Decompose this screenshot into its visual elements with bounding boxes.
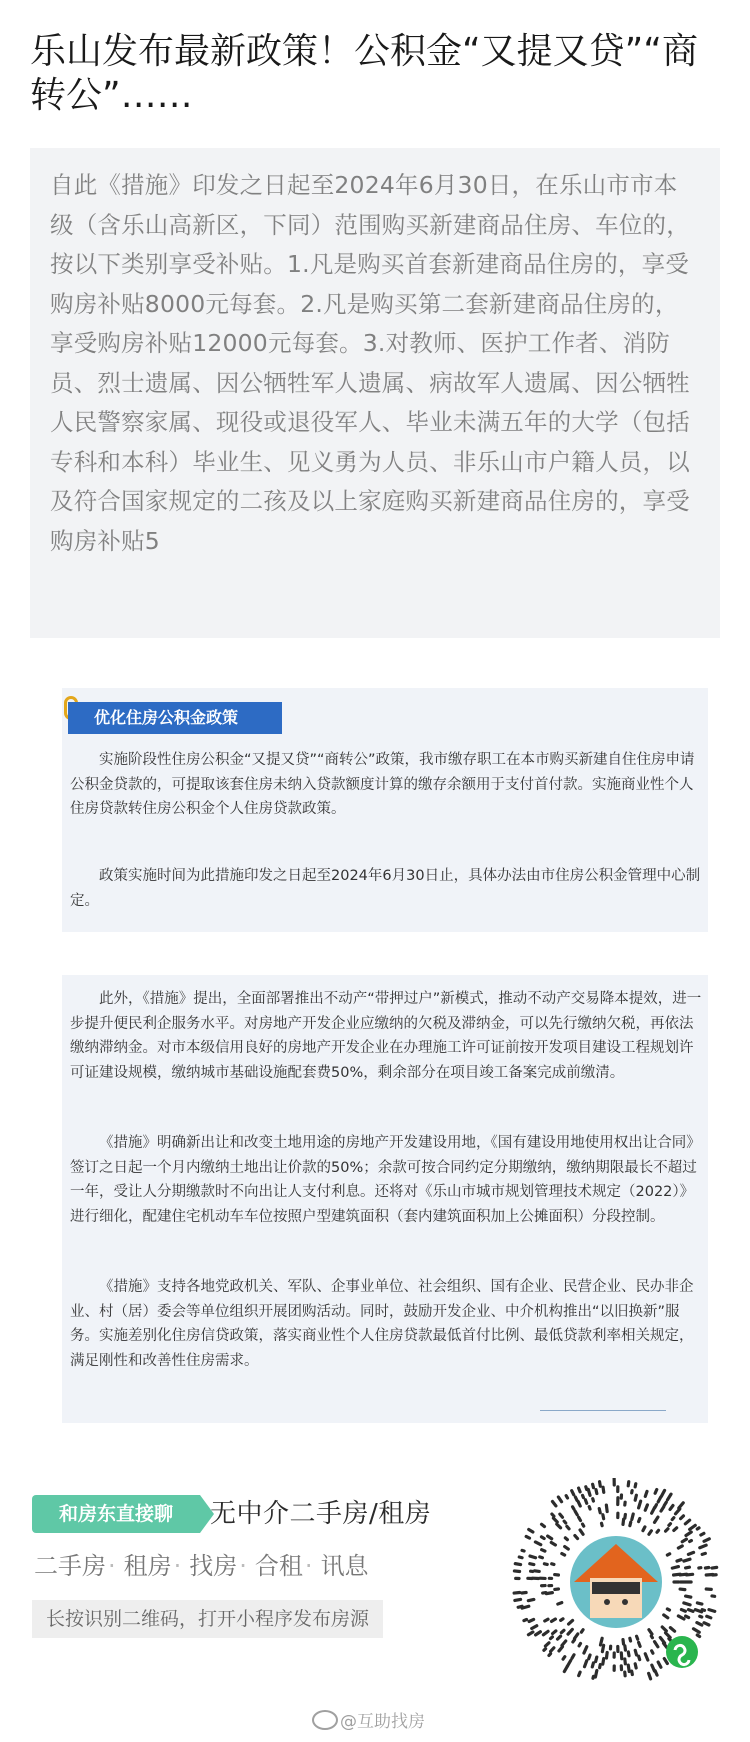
qr-dot	[529, 1529, 533, 1531]
ad-instruction: 长按识别二维码，打开小程序发布房源	[32, 1600, 383, 1638]
qr-dot	[628, 1652, 629, 1656]
qr-dot	[625, 1646, 626, 1650]
qr-dot	[678, 1616, 684, 1619]
qr-dot	[667, 1609, 669, 1610]
qr-dot	[552, 1564, 554, 1565]
qr-dot	[563, 1657, 565, 1660]
qr-dot	[652, 1651, 653, 1653]
qr-dot	[572, 1655, 574, 1659]
qr-dot	[664, 1502, 666, 1505]
qr-dot	[639, 1642, 640, 1646]
qr-dot	[623, 1640, 624, 1644]
qr-dot	[666, 1633, 671, 1638]
qr-dot	[567, 1526, 569, 1528]
qr-dot	[606, 1505, 607, 1511]
qr-dot	[649, 1630, 652, 1634]
qr-dot	[679, 1503, 683, 1508]
tag-separator: ·	[239, 1552, 247, 1580]
qr-dot	[600, 1482, 601, 1487]
qr-dot	[635, 1484, 636, 1487]
qr-dot	[579, 1488, 581, 1492]
qr-dot	[560, 1514, 563, 1517]
qr-dot	[522, 1550, 524, 1551]
qr-dot	[697, 1603, 702, 1604]
qr-dot	[700, 1545, 706, 1548]
qr-dot	[536, 1632, 541, 1635]
qr-dot	[544, 1564, 547, 1565]
qr-dot	[635, 1495, 636, 1500]
qr-dot	[625, 1659, 626, 1664]
ad-tag: 合租	[254, 1552, 303, 1580]
qr-dot	[668, 1494, 672, 1500]
qr-dot	[639, 1518, 640, 1521]
qr-dot	[637, 1636, 638, 1639]
qr-dot	[542, 1550, 545, 1551]
weibo-watermark	[312, 1710, 425, 1734]
qr-dot	[649, 1673, 651, 1678]
qr-dot	[543, 1631, 548, 1634]
qr-dot	[666, 1529, 668, 1531]
qr-dot	[664, 1643, 667, 1647]
qr-dot	[603, 1659, 604, 1665]
qr-dot	[678, 1546, 682, 1548]
qr-dot	[530, 1564, 534, 1565]
summary-text: 自此《措施》印发之日起至2024年6月30日，在乐山市市本级（含乐山高新区，下同）范围购买新建商品住房、车位的，按以下类别享受补贴。1.凡是购买首套新建商品住房的，享受购房补贴8000元每套。2.凡是购买第二套新建商品住房的，享受购房补贴12000元每套。3.对教师、医护工作者、消防员、烈士遗属、因公牺牲军人遗属、病故军人遗属、因公牺牲人民警察家属、现役或退役军人、毕业未满五年的大学（包括专科和本科）毕业生、见义勇为人员、非乐山市户籍人员，以及符合国家规定的二孩及以上家庭购买新建商品住房的，享受购房补贴5	[50, 171, 690, 555]
policy-paragraph: 此外，《措施》提出，全面部署推出不动产“带押过户”新模式，推动不动产交易降本提效，进一步提升便民利企服务水平。对房地产开发企业应缴纳的欠税及滞纳金，可以先行缴纳欠税，再依法缴纳滞纳金。对市本级信用良好的房地产开发企业在办理施工许可证前按开发项目建设工程规划许可证建设规模，缴纳城市基础设施配套费50%，剩余部分在项目竣工备案完成前缴清。	[70, 991, 702, 1081]
tag-separator: ·	[304, 1552, 313, 1580]
qr-dot	[579, 1517, 581, 1520]
qr-dot	[602, 1645, 603, 1651]
policy-image-2[interactable]	[62, 975, 708, 1423]
qr-dot	[551, 1542, 555, 1545]
weibo-logo-icon	[312, 1710, 338, 1730]
qr-dot	[596, 1657, 597, 1661]
qr-dot	[701, 1533, 704, 1535]
qr-dot	[600, 1638, 602, 1645]
qr-dot	[684, 1559, 690, 1561]
qr-dot	[552, 1502, 555, 1506]
qr-dot	[540, 1557, 543, 1558]
qr-dot	[643, 1527, 645, 1531]
qr-dot	[669, 1524, 671, 1526]
ad-tag: 租房	[123, 1552, 172, 1580]
qr-dot	[655, 1505, 656, 1508]
eye-icon	[622, 1599, 628, 1605]
qr-dot	[702, 1553, 705, 1554]
qr-dot	[645, 1505, 647, 1510]
ad-chip: 和房东直接聊	[32, 1495, 200, 1533]
qr-dot	[684, 1603, 690, 1605]
qr-dot	[645, 1491, 647, 1496]
qr-dot	[573, 1507, 574, 1509]
qr-dot	[599, 1509, 600, 1513]
qr-dot	[528, 1632, 532, 1635]
qr-dot	[551, 1637, 553, 1639]
qr-dot	[575, 1536, 578, 1539]
qr-dot	[655, 1671, 657, 1675]
qr-dot	[600, 1665, 601, 1668]
qr-dot	[628, 1665, 629, 1671]
qr-dot	[649, 1531, 651, 1535]
qr-dot	[688, 1610, 693, 1612]
qr-dot	[588, 1489, 590, 1495]
qr-dot	[655, 1490, 657, 1494]
qr-dot	[561, 1619, 563, 1621]
qr-dot	[685, 1520, 689, 1524]
qr-dot	[681, 1610, 685, 1612]
qr-dot	[519, 1557, 522, 1558]
qr-dot	[565, 1547, 569, 1549]
qr-dot	[561, 1630, 564, 1632]
qr-dot	[541, 1537, 544, 1539]
qr-dot	[585, 1500, 586, 1503]
qr-dot	[549, 1654, 551, 1656]
qr-dot	[544, 1649, 546, 1651]
qr-dot	[697, 1623, 702, 1625]
ad-tag-list	[34, 1548, 369, 1584]
qr-dot	[592, 1663, 593, 1667]
house-hair-icon	[592, 1582, 640, 1594]
qr-dot	[702, 1610, 704, 1611]
miniprogram-qr-code[interactable]	[512, 1478, 720, 1686]
qr-dot	[515, 1599, 521, 1600]
qr-dot	[564, 1666, 567, 1672]
qr-dot	[535, 1542, 540, 1545]
qr-dot	[677, 1560, 681, 1561]
section-tag: 优化住房公积金政策	[68, 702, 282, 734]
qr-dot	[603, 1487, 604, 1492]
qr-dot	[705, 1567, 708, 1568]
qr-dot	[602, 1523, 603, 1525]
qr-dot	[667, 1554, 669, 1555]
qr-dot	[593, 1499, 594, 1501]
qr-dot	[639, 1656, 640, 1660]
qr-dot	[595, 1670, 596, 1677]
qr-dot	[565, 1538, 567, 1540]
qr-dot	[552, 1514, 554, 1516]
policy-paragraph: 政策实施时间为此措施印发之日起至2024年6月30日止，具体办法由市住房公积金管理中心制定。	[70, 868, 701, 909]
qr-dot	[515, 1564, 520, 1565]
qr-dot	[596, 1490, 597, 1494]
qr-dot	[623, 1519, 624, 1524]
qr-dot	[586, 1487, 587, 1490]
qr-dot	[569, 1620, 573, 1624]
ad-tag: 讯息	[320, 1552, 369, 1580]
qr-dot	[535, 1571, 540, 1572]
qr-dot	[551, 1648, 554, 1651]
qr-dot	[658, 1662, 661, 1667]
qr-dot	[686, 1616, 689, 1617]
qr-dot	[704, 1623, 709, 1625]
policy-image-1[interactable]	[62, 688, 708, 932]
qr-dot	[672, 1518, 674, 1520]
qr-dot	[557, 1524, 561, 1528]
qr-dot	[690, 1525, 696, 1529]
qr-dot	[680, 1589, 685, 1590]
qr-dot	[585, 1661, 587, 1667]
qr-dot	[686, 1567, 690, 1568]
qr-dot	[661, 1507, 664, 1511]
qr-dot	[676, 1509, 680, 1514]
qr-dot	[687, 1574, 693, 1575]
qr-dot	[655, 1517, 658, 1522]
qr-dot	[688, 1552, 693, 1554]
qr-dot	[564, 1521, 566, 1523]
qr-dot	[542, 1524, 545, 1526]
qr-dot	[693, 1629, 699, 1632]
qr-dot	[514, 1571, 519, 1572]
ad-tag: 二手房	[34, 1552, 106, 1580]
qr-dot	[572, 1491, 574, 1495]
watermark-text: @互助找房	[340, 1712, 425, 1732]
qr-dot	[661, 1490, 664, 1496]
qr-dot	[530, 1556, 536, 1558]
qr-dot	[545, 1619, 548, 1621]
qr-dot	[566, 1496, 567, 1498]
qr-dot	[584, 1647, 587, 1653]
qr-dot	[562, 1554, 565, 1555]
qr-dot	[670, 1628, 674, 1632]
qr-dot	[589, 1655, 590, 1659]
qr-dot	[628, 1482, 629, 1486]
qr-dot	[625, 1514, 626, 1518]
tag-separator: ·	[173, 1552, 182, 1580]
policy-paragraph: 《措施》支持各地党政机关、军队、企事业单位、社会组织、国有企业、民营企业、民办非企业、村（居）委会等单位组织开展团购活动。同时，鼓励开发企业、中介机构推出“以旧换新”服务。实施差别化住房信贷政策，落实商业性个人住房贷款最低首付比例、最低贷款利率相关规定，满足刚性和改善性住房需求。	[70, 1279, 694, 1369]
qr-dot	[655, 1642, 658, 1647]
ad-headline: 无中介二手房/租房	[210, 1499, 432, 1529]
qr-dot	[674, 1528, 677, 1531]
qr-dot	[651, 1636, 652, 1638]
qr-dot	[686, 1596, 691, 1597]
qr-dot	[593, 1484, 594, 1487]
qr-dot	[529, 1619, 534, 1621]
qr-dot	[630, 1638, 631, 1641]
qr-dot	[690, 1541, 692, 1542]
ad-tag: 找房	[189, 1552, 238, 1580]
qr-dot	[583, 1524, 584, 1526]
qr-dot	[664, 1659, 667, 1664]
qr-dot	[558, 1497, 561, 1502]
qr-dot	[558, 1603, 562, 1604]
qr-dot	[639, 1501, 641, 1508]
qr-dot	[573, 1640, 575, 1642]
qr-dot	[583, 1495, 584, 1497]
qr-dot	[589, 1507, 590, 1509]
qr-dot	[548, 1536, 552, 1539]
qr-dot	[681, 1516, 684, 1519]
qr-dot	[552, 1619, 556, 1621]
qr-dot	[632, 1671, 633, 1674]
qr-dot	[581, 1630, 583, 1632]
qr-dot	[578, 1502, 580, 1506]
qr-dot	[575, 1511, 577, 1515]
qr-dot	[697, 1635, 699, 1637]
eye-icon	[604, 1599, 610, 1605]
qr-dot	[662, 1627, 666, 1631]
qr-dot	[559, 1647, 562, 1651]
qr-dot	[645, 1654, 648, 1660]
qr-dot	[664, 1615, 668, 1618]
qr-dot	[606, 1652, 607, 1658]
qr-dot	[603, 1515, 604, 1519]
qr-dot	[658, 1497, 661, 1502]
qr-dot	[670, 1505, 673, 1509]
qr-dot	[704, 1539, 709, 1541]
qr-dot	[558, 1636, 561, 1639]
qr-dot	[553, 1631, 556, 1634]
qr-dot	[630, 1522, 631, 1526]
qr-dot	[575, 1497, 577, 1500]
qr-dot	[682, 1539, 686, 1542]
qr-dot	[657, 1530, 659, 1532]
divider	[540, 1410, 666, 1411]
qr-dot	[686, 1532, 691, 1536]
qr-dot	[700, 1616, 702, 1617]
qr-dot	[635, 1650, 636, 1655]
qr-dot	[709, 1610, 715, 1612]
qr-dot	[712, 1567, 717, 1568]
qr-dot	[635, 1664, 636, 1668]
qr-dot	[528, 1599, 534, 1600]
qr-dot	[707, 1616, 711, 1618]
qr-dot	[553, 1518, 557, 1522]
qr-dot	[579, 1672, 580, 1676]
qr-dot	[672, 1567, 678, 1569]
qr-dot	[568, 1629, 572, 1634]
qr-dot	[545, 1643, 549, 1646]
qr-dot	[632, 1514, 633, 1519]
qr-dot	[579, 1643, 580, 1645]
qr-dot	[526, 1536, 529, 1538]
qr-dot	[562, 1641, 566, 1645]
summary-box	[30, 148, 720, 638]
policy-paragraph: 《措施》明确新出让和改变土地用途的房地产开发建设用地，《国有建设用地使用权出让合同》签订之日起一个月内缴纳土地出让价款的50%；余款可按合同约定分期缴纳，缴纳期限最长不超过一年，受让人分期缴款时不向出让人支付利息。还将对《乐山市城市规划管理技术规定（2022）》进行细化，配建住宅机动车车位按照户型建筑面积（套内建筑面积加上公摊面积）分段控制。	[70, 1135, 701, 1225]
qr-dot	[524, 1620, 527, 1621]
qr-dot	[532, 1626, 537, 1629]
policy-paragraph: 实施阶段性住房公积金“又提又贷”“商转公”政策，我市缴存职工在本市购买新建自住住房申请公积金贷款的，可提取该套住房未纳入贷款额度计算的缴存余额用于支付首付款。实施商业性个人住房贷款转住房公积金个人住房贷款政策。	[70, 752, 695, 817]
qr-dot	[580, 1530, 583, 1534]
qr-dot	[518, 1606, 522, 1607]
tag-separator: ·	[108, 1552, 116, 1580]
qr-dot	[697, 1528, 699, 1529]
article-title: 乐山发布最新政策！公积金“又提又贷”“商转公”……	[30, 31, 698, 116]
qr-dot	[514, 1592, 519, 1593]
qr-dot	[575, 1634, 578, 1638]
